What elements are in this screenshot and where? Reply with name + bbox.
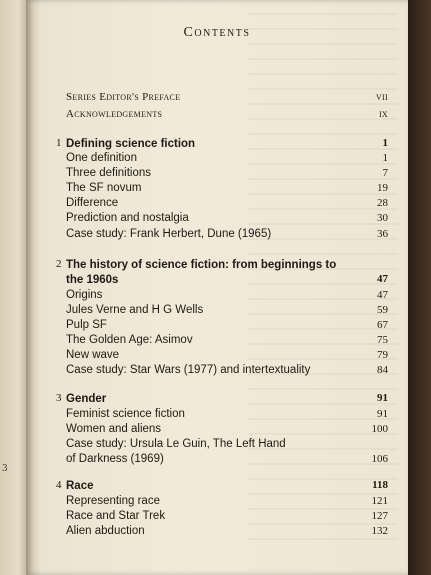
- toc-entry: [66, 288, 388, 303]
- entry-page: 47: [377, 289, 388, 301]
- entry-page: 79: [377, 349, 388, 361]
- chapter-page: 1: [382, 137, 388, 149]
- toc-entry: [66, 318, 388, 333]
- toc-entry: [66, 509, 388, 524]
- entry-page: 19: [377, 182, 388, 194]
- chapter-page: 118: [372, 479, 388, 491]
- toc-entry: [66, 196, 388, 211]
- front-matter-label: Series Editor's Preface: [66, 91, 181, 103]
- toc-entry: [66, 181, 388, 196]
- toc-entry: [66, 363, 388, 378]
- chapter-number: 3: [56, 392, 62, 404]
- toc-entry: [66, 437, 388, 467]
- front-matter-page: ix: [378, 108, 388, 120]
- toc-entry: [66, 407, 388, 422]
- entry-text: Case study: Ursula Le Guin, The Left Hand of Darkness (1969): [66, 438, 286, 465]
- entry-text: Alien abduction: [66, 525, 145, 537]
- toc-entry: [66, 227, 388, 242]
- entry-text: Three definitions: [66, 167, 152, 179]
- toc-entry: [66, 348, 388, 363]
- entry-page: 67: [377, 319, 388, 331]
- chapter-page: 91: [377, 392, 388, 404]
- entry-page: 30: [377, 212, 388, 224]
- toc-entry: [66, 333, 388, 348]
- entry-page: 7: [382, 167, 388, 179]
- entry-page: 106: [371, 453, 388, 465]
- entry-text: Feminist science fiction: [66, 408, 185, 420]
- entry-text: Women and aliens: [66, 423, 162, 435]
- front-matter-page: vii: [375, 91, 388, 103]
- front-matter-item: [66, 108, 388, 120]
- chapter-title: The history of science fiction: from beginnings to the 1960s: [66, 259, 337, 286]
- front-matter-label: Acknowledgements: [66, 108, 163, 120]
- table-background: [408, 0, 431, 575]
- chapter-title: Gender: [66, 393, 107, 405]
- chapter-number: 2: [56, 258, 62, 270]
- entry-page: 59: [377, 304, 388, 316]
- entry-text: Race and Star Trek: [66, 510, 166, 522]
- entry-text: One definition: [66, 152, 137, 164]
- page-title: Contents: [183, 25, 251, 40]
- contents-page: [26, 0, 408, 575]
- entry-text: Origins: [66, 289, 103, 301]
- toc-entry: [66, 303, 388, 318]
- toc-entry: [66, 151, 388, 166]
- entry-text: Prediction and nostalgia: [66, 212, 189, 224]
- entry-text: Representing race: [66, 495, 160, 507]
- entry-text: The SF novum: [66, 182, 142, 194]
- toc-entry: [66, 422, 388, 437]
- chapter-title: Race: [66, 480, 94, 492]
- entry-text: Jules Verne and H G Wells: [66, 304, 204, 316]
- entry-page: 91: [377, 408, 388, 420]
- left-page-fragment: 3: [2, 464, 8, 474]
- entry-page: 75: [377, 334, 388, 346]
- entry-text: Pulp SF: [66, 319, 107, 331]
- entry-text: Case study: Frank Herbert, Dune (1965): [66, 228, 272, 240]
- chapter-title: Defining science fiction: [66, 138, 196, 150]
- entry-text: Difference: [66, 197, 119, 209]
- toc-entry: [66, 494, 388, 509]
- entry-text: The Golden Age: Asimov: [66, 334, 193, 346]
- left-page-edge: [0, 0, 26, 575]
- toc-entry: [66, 524, 388, 539]
- entry-text: New wave: [66, 349, 120, 361]
- toc-entry: [66, 166, 388, 181]
- front-matter-item: [66, 91, 388, 103]
- entry-page: 1: [382, 152, 388, 164]
- entry-page: 100: [371, 423, 388, 435]
- toc-entry: [66, 211, 388, 226]
- entry-page: 28: [377, 197, 388, 209]
- chapter-page: 47: [377, 273, 388, 285]
- entry-page: 121: [371, 495, 388, 507]
- chapter-number: 4: [56, 479, 62, 491]
- entry-page: 36: [377, 228, 388, 240]
- entry-text: Case study: Star Wars (1977) and intertextuality: [66, 364, 311, 376]
- entry-page: 84: [377, 364, 388, 376]
- entry-page: 127: [371, 510, 388, 522]
- chapter-number: 1: [56, 137, 62, 149]
- entry-page: 132: [371, 525, 388, 537]
